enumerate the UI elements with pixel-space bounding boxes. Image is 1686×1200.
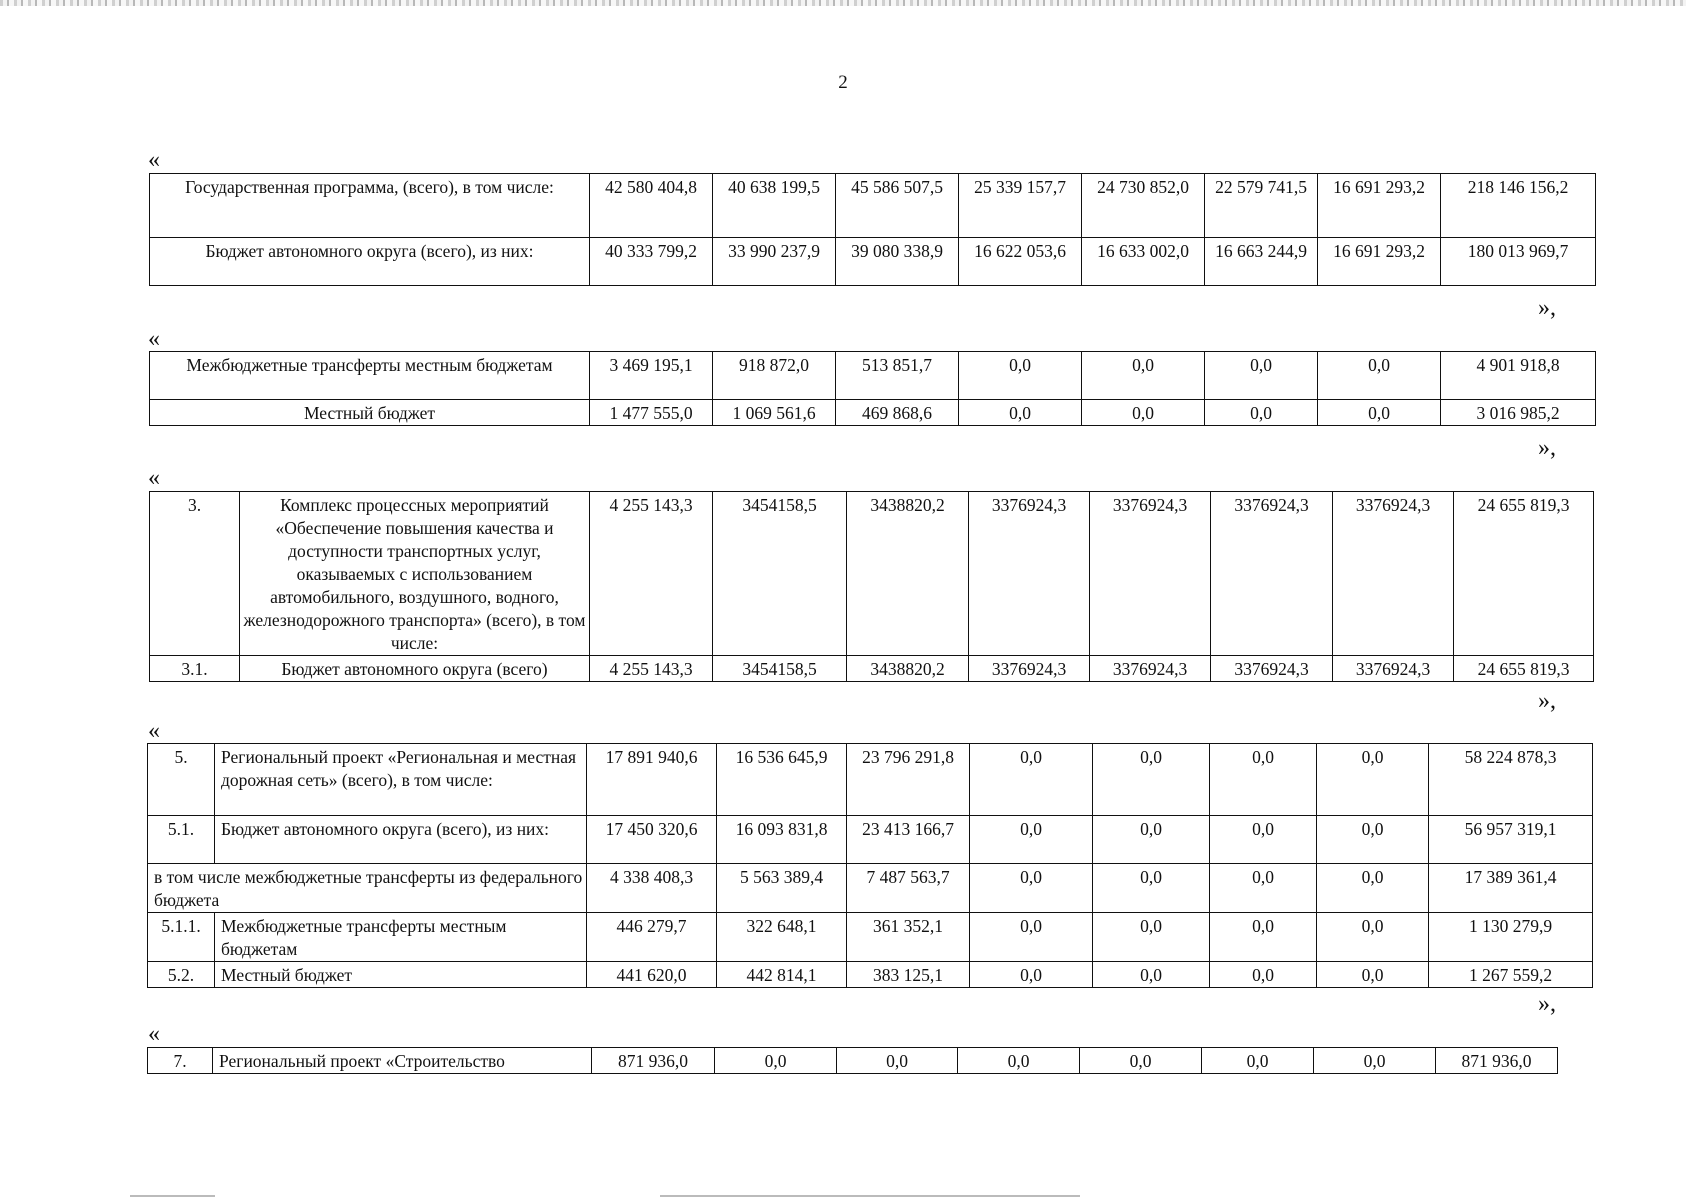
value-cell: 0,0	[1318, 352, 1441, 400]
table-row	[148, 744, 1593, 816]
page-number: 2	[838, 72, 848, 93]
total-cell: 218 146 156,2	[1441, 174, 1596, 238]
table-row	[150, 656, 1594, 682]
quote-open: «	[148, 326, 160, 352]
value-cell: 0,0	[970, 864, 1093, 913]
value-cell: 0,0	[1093, 962, 1210, 988]
total-cell: 17 389 361,4	[1429, 864, 1593, 913]
value-cell: 0,0	[1317, 816, 1429, 864]
value-cell: 0,0	[1093, 744, 1210, 816]
value-cell: 0,0	[1205, 400, 1318, 426]
value-cell: 3376924,3	[1090, 492, 1211, 656]
row-number: 5.1.1.	[148, 913, 215, 962]
row-number: 5.2.	[148, 962, 215, 988]
value-cell: 16 093 831,8	[717, 816, 847, 864]
value-cell: 17 891 940,6	[587, 744, 717, 816]
value-cell: 0,0	[1093, 913, 1210, 962]
quote-open: «	[148, 147, 160, 173]
row-label: Бюджет автономного округа (всего)	[240, 656, 590, 682]
quote-close: »,	[1538, 435, 1556, 461]
value-cell: 40 638 199,5	[713, 174, 836, 238]
value-cell: 23 796 291,8	[847, 744, 970, 816]
table-row	[150, 352, 1596, 400]
value-cell: 383 125,1	[847, 962, 970, 988]
value-cell: 4 338 408,3	[587, 864, 717, 913]
value-cell: 0,0	[1093, 864, 1210, 913]
row-label: Региональный проект «Региональная и местная дорожная сеть» (всего), в том числе:	[215, 744, 587, 816]
value-cell: 513 851,7	[836, 352, 959, 400]
value-cell: 0,0	[1210, 744, 1317, 816]
table-row	[148, 913, 1593, 962]
value-cell: 469 868,6	[836, 400, 959, 426]
value-cell: 441 620,0	[587, 962, 717, 988]
value-cell: 0,0	[1082, 400, 1205, 426]
value-cell: 0,0	[715, 1048, 837, 1074]
value-cell: 918 872,0	[713, 352, 836, 400]
total-cell: 56 957 319,1	[1429, 816, 1593, 864]
value-cell: 0,0	[1210, 962, 1317, 988]
value-cell: 16 663 244,9	[1205, 238, 1318, 286]
value-cell: 0,0	[970, 816, 1093, 864]
value-cell: 24 730 852,0	[1082, 174, 1205, 238]
table-row	[148, 1048, 1558, 1074]
value-cell: 0,0	[959, 352, 1082, 400]
value-cell: 3 469 195,1	[590, 352, 713, 400]
value-cell: 23 413 166,7	[847, 816, 970, 864]
row-label: Государственная программа, (всего), в том числе:	[150, 174, 590, 238]
total-cell: 24 655 819,3	[1454, 656, 1594, 682]
value-cell: 0,0	[970, 913, 1093, 962]
row-number: 3.	[150, 492, 240, 656]
row-label: Межбюджетные трансферты местным бюджетам	[215, 913, 587, 962]
row-label: Межбюджетные трансферты местным бюджетам	[150, 352, 590, 400]
value-cell: 3376924,3	[1333, 656, 1454, 682]
value-cell: 0,0	[1210, 864, 1317, 913]
value-cell: 3376924,3	[969, 656, 1090, 682]
table-row	[150, 492, 1594, 656]
value-cell: 442 814,1	[717, 962, 847, 988]
value-cell: 3376924,3	[1333, 492, 1454, 656]
total-cell: 24 655 819,3	[1454, 492, 1594, 656]
value-cell: 4 255 143,3	[590, 492, 713, 656]
value-cell: 3376924,3	[1211, 656, 1333, 682]
value-cell: 22 579 741,5	[1205, 174, 1318, 238]
table-row	[150, 400, 1596, 426]
value-cell: 17 450 320,6	[587, 816, 717, 864]
total-cell: 871 936,0	[1436, 1048, 1558, 1074]
value-cell: 39 080 338,9	[836, 238, 959, 286]
value-cell: 0,0	[1317, 913, 1429, 962]
table-row	[148, 864, 1593, 913]
value-cell: 1 069 561,6	[713, 400, 836, 426]
value-cell: 25 339 157,7	[959, 174, 1082, 238]
table-2	[149, 351, 1596, 426]
scan-artifact	[130, 1195, 215, 1197]
value-cell: 871 936,0	[592, 1048, 715, 1074]
value-cell: 0,0	[1314, 1048, 1436, 1074]
total-cell: 58 224 878,3	[1429, 744, 1593, 816]
value-cell: 16 622 053,6	[959, 238, 1082, 286]
total-cell: 1 267 559,2	[1429, 962, 1593, 988]
value-cell: 0,0	[1205, 352, 1318, 400]
value-cell: 0,0	[1202, 1048, 1314, 1074]
value-cell: 16 536 645,9	[717, 744, 847, 816]
value-cell: 33 990 237,9	[713, 238, 836, 286]
value-cell: 16 691 293,2	[1318, 238, 1441, 286]
value-cell: 40 333 799,2	[590, 238, 713, 286]
value-cell: 5 563 389,4	[717, 864, 847, 913]
value-cell: 361 352,1	[847, 913, 970, 962]
value-cell: 0,0	[1317, 744, 1429, 816]
row-label: в том числе межбюджетные трансферты из федерального бюджета	[148, 864, 587, 913]
table-row	[150, 238, 1596, 286]
value-cell: 0,0	[970, 962, 1093, 988]
value-cell: 3454158,5	[713, 492, 847, 656]
value-cell: 0,0	[1080, 1048, 1202, 1074]
value-cell: 4 255 143,3	[590, 656, 713, 682]
quote-open: «	[148, 718, 160, 744]
row-number: 3.1.	[150, 656, 240, 682]
value-cell: 45 586 507,5	[836, 174, 959, 238]
table-3	[149, 491, 1594, 682]
value-cell: 3376924,3	[1090, 656, 1211, 682]
scan-artifact	[0, 0, 1686, 6]
value-cell: 446 279,7	[587, 913, 717, 962]
row-number: 5.1.	[148, 816, 215, 864]
total-cell: 180 013 969,7	[1441, 238, 1596, 286]
total-cell: 1 130 279,9	[1429, 913, 1593, 962]
quote-close: »,	[1538, 991, 1556, 1017]
total-cell: 3 016 985,2	[1441, 400, 1596, 426]
value-cell: 16 691 293,2	[1318, 174, 1441, 238]
scan-artifact	[660, 1195, 1080, 1197]
table-4	[147, 743, 1593, 988]
quote-open: «	[148, 465, 160, 491]
row-label: Местный бюджет	[150, 400, 590, 426]
table-1	[149, 173, 1596, 286]
value-cell: 3376924,3	[969, 492, 1090, 656]
quote-close: »,	[1538, 688, 1556, 714]
value-cell: 0,0	[1082, 352, 1205, 400]
row-label: Комплекс процессных мероприятий «Обеспечение повышения качества и доступности транспортных услуг, оказываемых с использованием автомобильного, воздушного, водного, железнодорожного транспорта» (всего), в том числе:	[240, 492, 590, 656]
value-cell: 42 580 404,8	[590, 174, 713, 238]
quote-open: «	[148, 1021, 160, 1047]
total-cell: 4 901 918,8	[1441, 352, 1596, 400]
value-cell: 0,0	[1210, 913, 1317, 962]
table-row	[148, 962, 1593, 988]
value-cell: 0,0	[1317, 864, 1429, 913]
value-cell: 322 648,1	[717, 913, 847, 962]
value-cell: 1 477 555,0	[590, 400, 713, 426]
value-cell: 0,0	[959, 400, 1082, 426]
table-row	[150, 174, 1596, 238]
value-cell: 0,0	[1318, 400, 1441, 426]
value-cell: 0,0	[970, 744, 1093, 816]
row-label: Региональный проект «Строительство	[213, 1048, 592, 1074]
row-number: 7.	[148, 1048, 213, 1074]
value-cell: 0,0	[1210, 816, 1317, 864]
row-label: Местный бюджет	[215, 962, 587, 988]
row-label: Бюджет автономного округа (всего), из них:	[150, 238, 590, 286]
value-cell: 3438820,2	[847, 492, 969, 656]
value-cell: 7 487 563,7	[847, 864, 970, 913]
value-cell: 16 633 002,0	[1082, 238, 1205, 286]
row-number: 5.	[148, 744, 215, 816]
quote-close: »,	[1538, 295, 1556, 321]
value-cell: 3438820,2	[847, 656, 969, 682]
value-cell: 3376924,3	[1211, 492, 1333, 656]
value-cell: 0,0	[1317, 962, 1429, 988]
table-row	[148, 816, 1593, 864]
value-cell: 0,0	[837, 1048, 958, 1074]
row-label: Бюджет автономного округа (всего), из них:	[215, 816, 587, 864]
table-5	[147, 1047, 1558, 1074]
value-cell: 0,0	[1093, 816, 1210, 864]
value-cell: 3454158,5	[713, 656, 847, 682]
value-cell: 0,0	[958, 1048, 1080, 1074]
